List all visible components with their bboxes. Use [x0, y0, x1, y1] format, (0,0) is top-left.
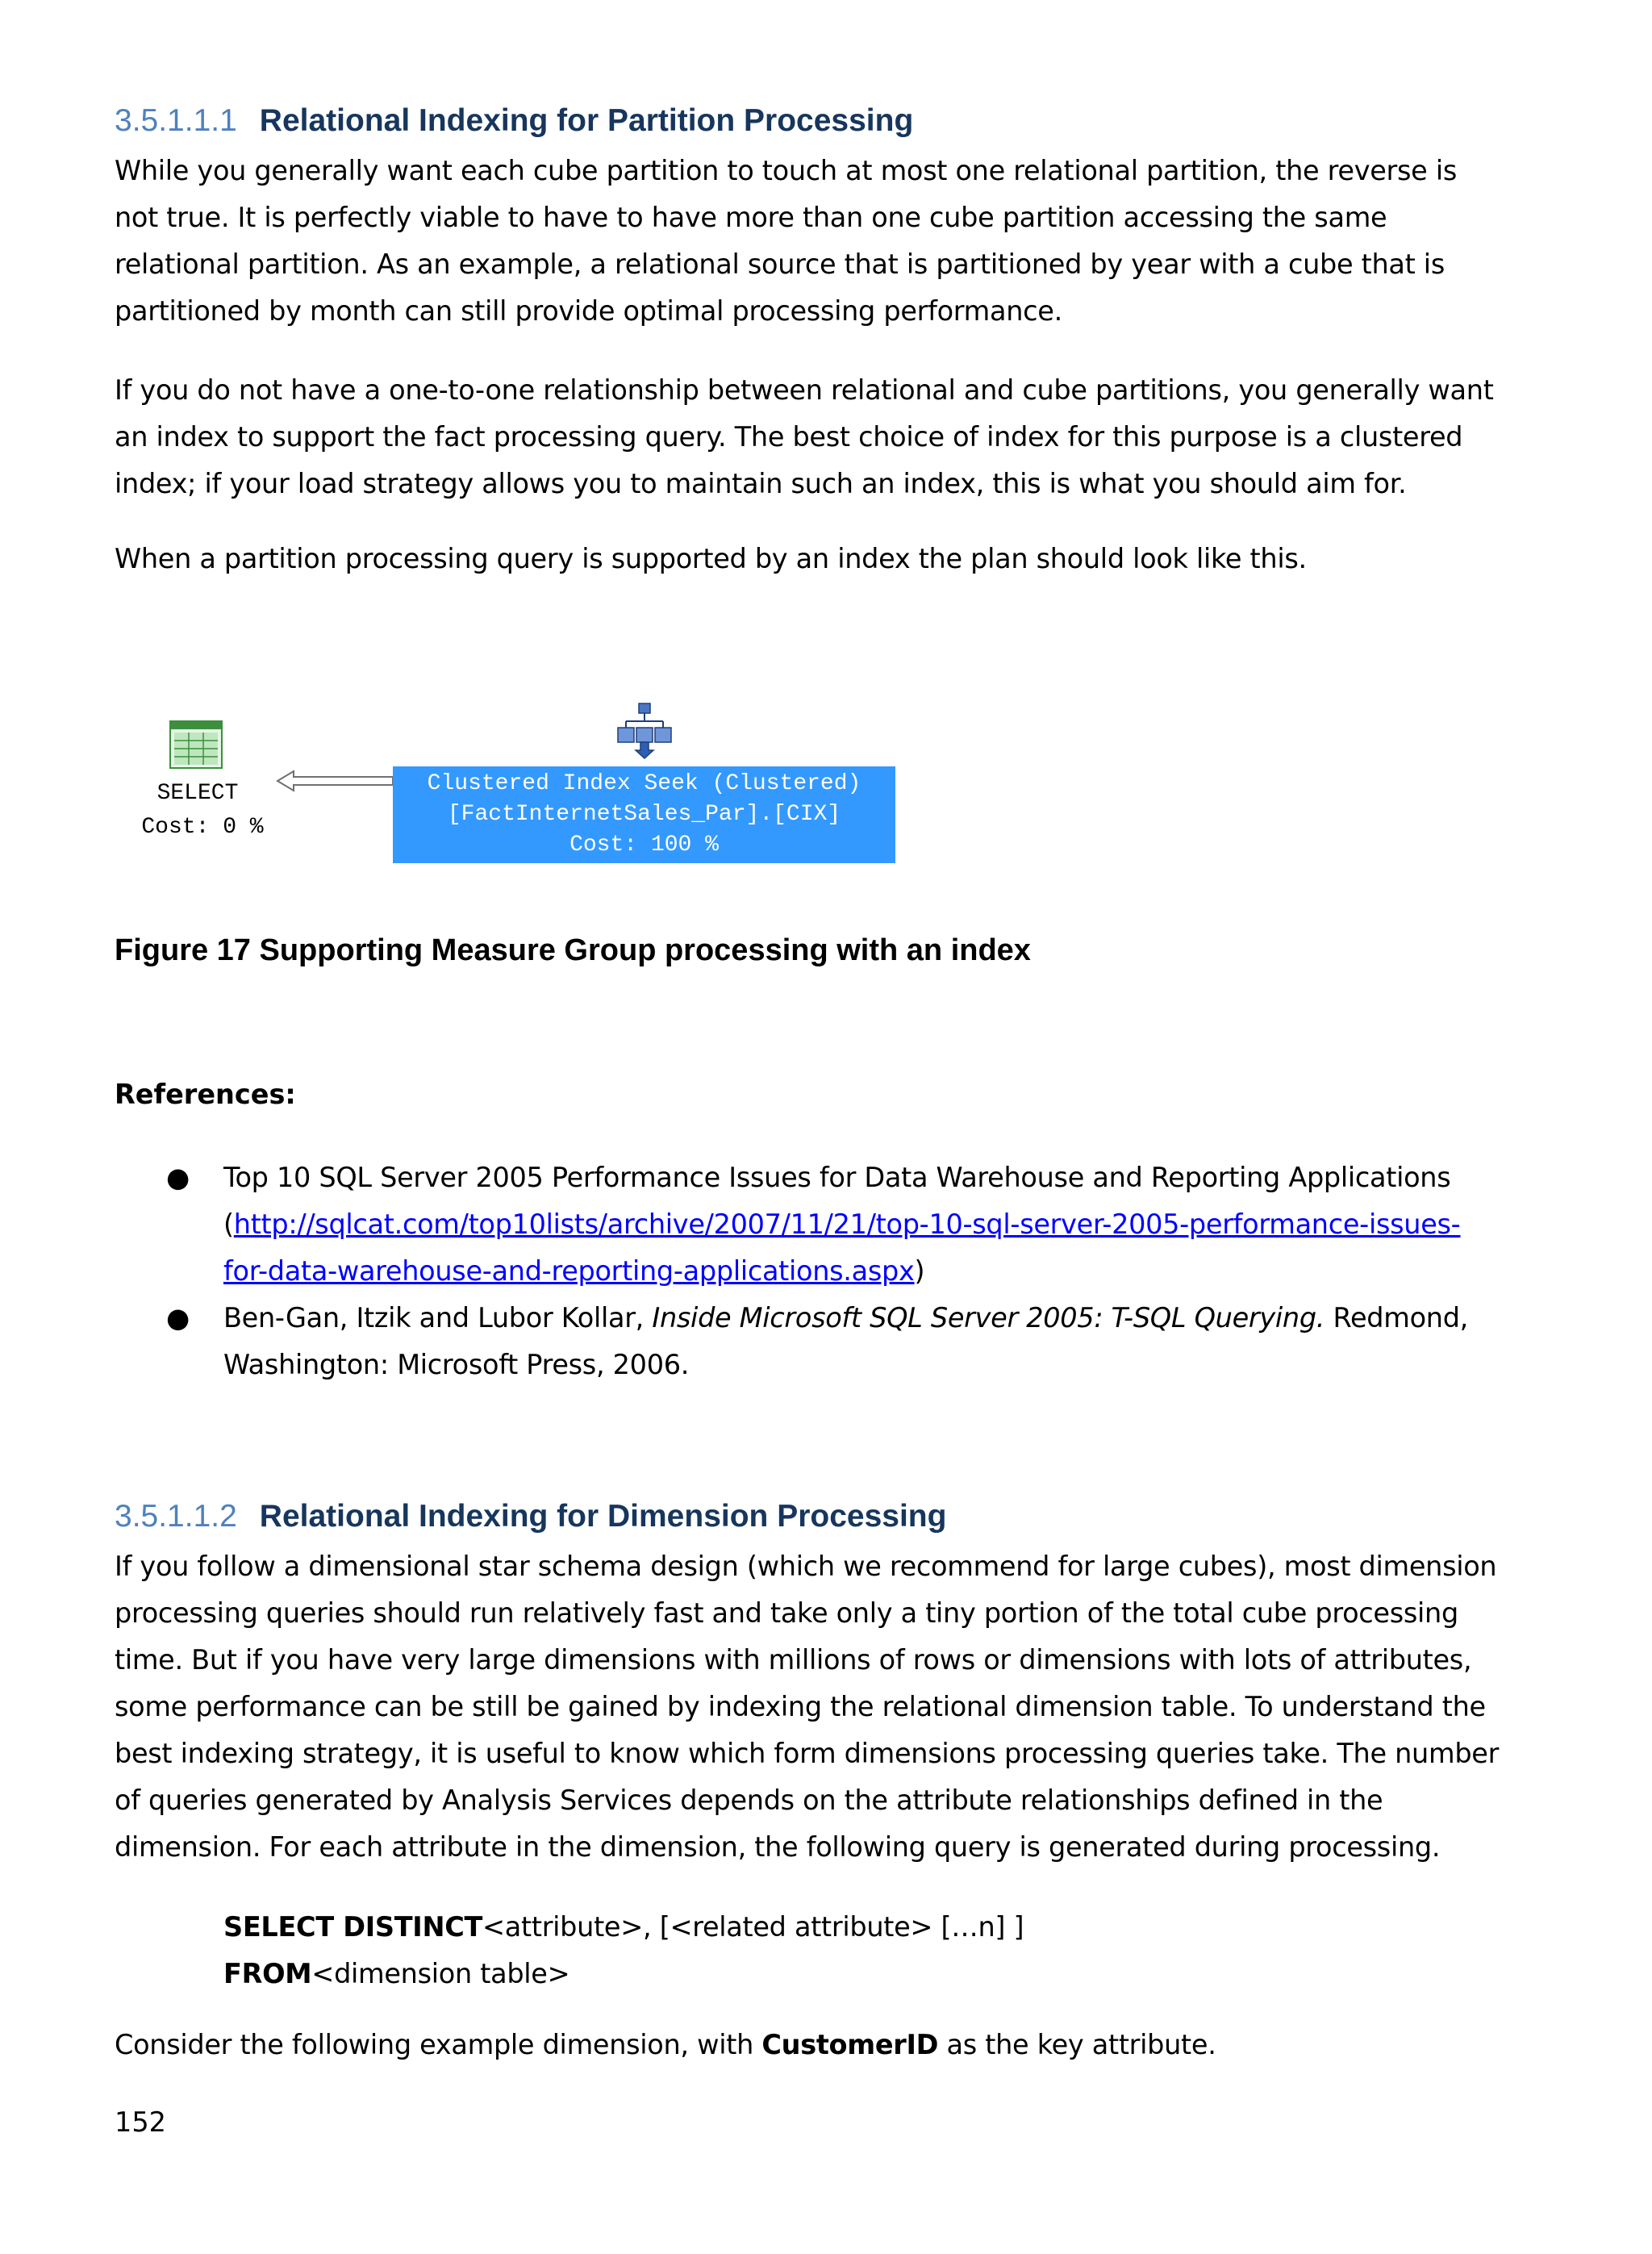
- seek-cost-label: Cost: 100 %: [569, 833, 719, 858]
- section-title: Relational Indexing for Partition Processing: [259, 103, 914, 138]
- index-seek-icon: [611, 702, 678, 760]
- seek-object-label: [FactInternetSales_Par].[CIX]: [447, 802, 841, 827]
- section-title: Relational Indexing for Dimension Processing: [259, 1499, 947, 1534]
- section-heading-partition: [115, 103, 913, 139]
- clustered-index-seek-node[interactable]: [393, 766, 895, 863]
- figure-caption: Figure 17 Supporting Measure Group processing with an index: [115, 933, 1031, 967]
- select-table-icon: [169, 720, 223, 769]
- query-template: SELECT DISTINCT<attribute>, [<related attribute> […n] ] FROM<dimension table>: [223, 1911, 1024, 1989]
- section-number: 3.5.1.1.2: [115, 1499, 237, 1534]
- select-label: SELECT: [156, 781, 239, 806]
- keyword-from: FROM: [223, 1958, 312, 1989]
- bullet-icon: ●: [166, 1302, 190, 1334]
- page-number: 152: [115, 2106, 166, 2138]
- section-number: 3.5.1.1.1: [115, 103, 237, 138]
- section-heading-dimension: [115, 1499, 946, 1534]
- references-list: [115, 1154, 1534, 1388]
- reference-link[interactable]: http://sqlcat.com/top10lists/archive/2007/11/21/top-10-sql-server-2005-performance-issues-: [233, 1208, 1461, 1240]
- bullet-icon: ●: [166, 1162, 190, 1193]
- reference-item: ● Top 10 SQL Server 2005 Performance Issues for Data Warehouse and Reporting Applications (http://sqlcat.com/top10lists/archive/2007/11/21/top-10-sql-server-2005-performance-issues- for-data-warehouse-and-reporting-applications.aspx): [115, 1154, 1534, 1295]
- select-cost: Cost: 0 %: [141, 815, 264, 840]
- paragraph-dimension-2: Consider the following example dimension, with CustomerID as the key attribute.: [115, 2029, 1216, 2060]
- paragraph-partition-3: When a partition processing query is supported by an index the plan should look like this.: [115, 543, 1307, 574]
- reference-item: ● Ben-Gan, Itzik and Lubor Kollar, Inside Microsoft SQL Server 2005: T-SQL Querying. Redmond, Washington: Microsoft Press, 2006.: [115, 1295, 1534, 1388]
- reference-link-continued[interactable]: for-data-warehouse-and-reporting-applications.aspx: [223, 1255, 915, 1287]
- paragraph-partition-2: If you do not have a one-to-one relationship between relational and cube partitions, you generally want an index to support the fact processing query. The best choice of index for this purpose is a clustered index; if your load strategy allows you to maintain such an index, this is what you should aim for.: [115, 374, 1494, 499]
- key-attribute-name: CustomerID: [761, 2029, 939, 2060]
- book-title: Inside Microsoft SQL Server 2005: T-SQL Querying.: [652, 1302, 1325, 1334]
- references-label: References:: [115, 1079, 296, 1110]
- paragraph-dimension-1: If you follow a dimensional star schema design (which we recommend for large cubes), most dimension processing queries should run relatively fast and take only a tiny portion of the total cube processing time. But if you have very large dimensions with millions of rows or dimensions with lots of attributes, some performance can be still be gained by indexing the relational dimension table. To understand the best indexing strategy, it is useful to know which form dimensions processing queries take. The number of queries generated by Analysis Services depends on the attribute relationships defined in the dimension. For each attribute in the dimension, the following query is generated during processing.: [115, 1551, 1500, 1863]
- paragraph-partition-1: While you generally want each cube partition to touch at most one relational partition, the reverse is not true. It is perfectly viable to have to have more than one cube partition accessing the same relational partition. As an example, a relational source that is partitioned by year with a cube that is partitioned by month can still provide optimal processing performance.: [115, 155, 1457, 327]
- execution-plan-figure: [115, 702, 921, 863]
- keyword-select-distinct: SELECT DISTINCT: [223, 1911, 483, 1943]
- seek-operator-label: Clustered Index Seek (Clustered): [427, 771, 861, 796]
